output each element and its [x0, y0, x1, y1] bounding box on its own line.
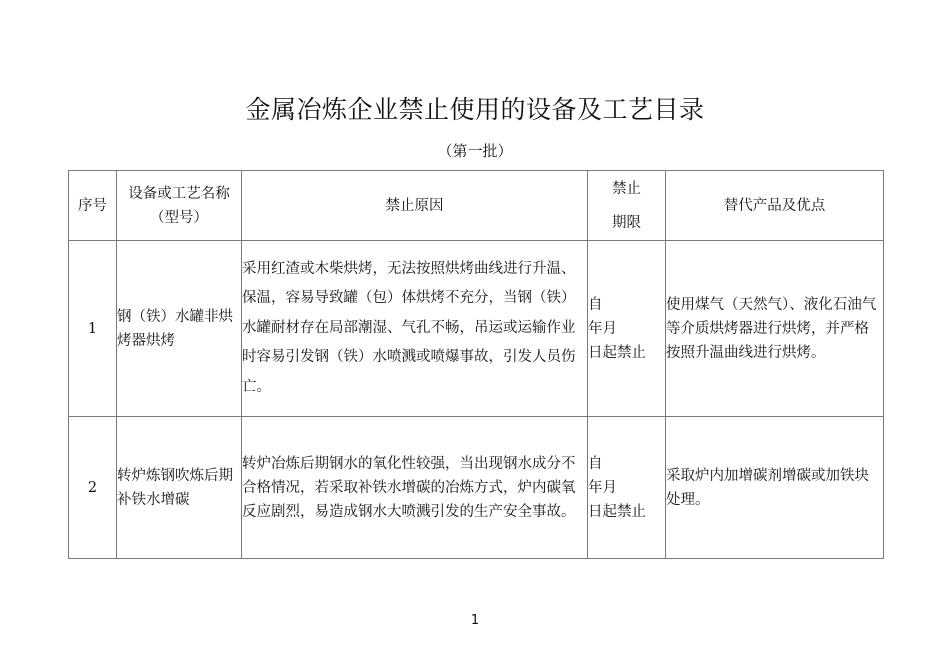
row-deadline-line1: 自 [588, 296, 603, 313]
header-deadline-line2: 期限 [612, 214, 641, 231]
row-alternative: 使用煤气（天然气）、液化石油气等介质烘烤器进行烘烤，并严格按照升温曲线进行烘烤。 [666, 241, 884, 417]
row-equipment-name: 转炉炼钢吹炼后期补铁水增碳 [117, 417, 242, 559]
page-title: 金属冶炼企业禁止使用的设备及工艺目录 [245, 95, 705, 124]
header-deadline-line1: 禁止 [612, 180, 641, 197]
header-reason: 禁止原因 [242, 171, 588, 241]
row-deadline-line2: 年月 [588, 320, 617, 337]
header-alternative: 替代产品及优点 [666, 171, 884, 241]
header-name [117, 171, 242, 241]
row-deadline [588, 417, 666, 559]
table-row [69, 241, 884, 417]
row-reason: 采用红渣或木柴烘烤，无法按照烘烤曲线进行升温、保温，容易导致罐（包）体烘烤不充分，当钢（铁）水罐耐材存在局部潮湿、气孔不畅，吊运或运输作业时容易引发钢（铁）水喷溅或喷爆事故，引发人员伤亡。 [242, 241, 588, 417]
row-deadline-line2: 年月 [588, 479, 617, 496]
page-subtitle: （第一批） [437, 142, 513, 160]
row-reason: 转炉冶炼后期钢水的氧化性较强，当出现钢水成分不合格情况，若采取补铁水增碳的冶炼方式，炉内碳氧反应剧烈，易造成钢水大喷溅引发的生产安全事故。 [242, 417, 588, 559]
row-deadline-line1: 自 [588, 455, 603, 472]
row-deadline-line3: 日起禁止 [588, 503, 646, 520]
table-row [69, 417, 884, 559]
row-alternative: 采取炉内加增碳剂增碳或加铁块处理。 [666, 417, 884, 559]
row-deadline-line3: 日起禁止 [588, 344, 646, 361]
table-header-row [69, 171, 884, 241]
row-seq: 1 [69, 241, 117, 417]
row-seq: 2 [69, 417, 117, 559]
page-number: 1 [470, 613, 480, 628]
catalog-table [68, 170, 884, 559]
header-deadline [588, 171, 666, 241]
row-deadline [588, 241, 666, 417]
row-equipment-name: 钢（铁）水罐非烘烤器烘烤 [117, 241, 242, 417]
header-seq: 序号 [69, 171, 117, 241]
header-name-line1: 设备或工艺名称 [128, 185, 230, 202]
header-name-line2: （型号） [150, 209, 208, 226]
